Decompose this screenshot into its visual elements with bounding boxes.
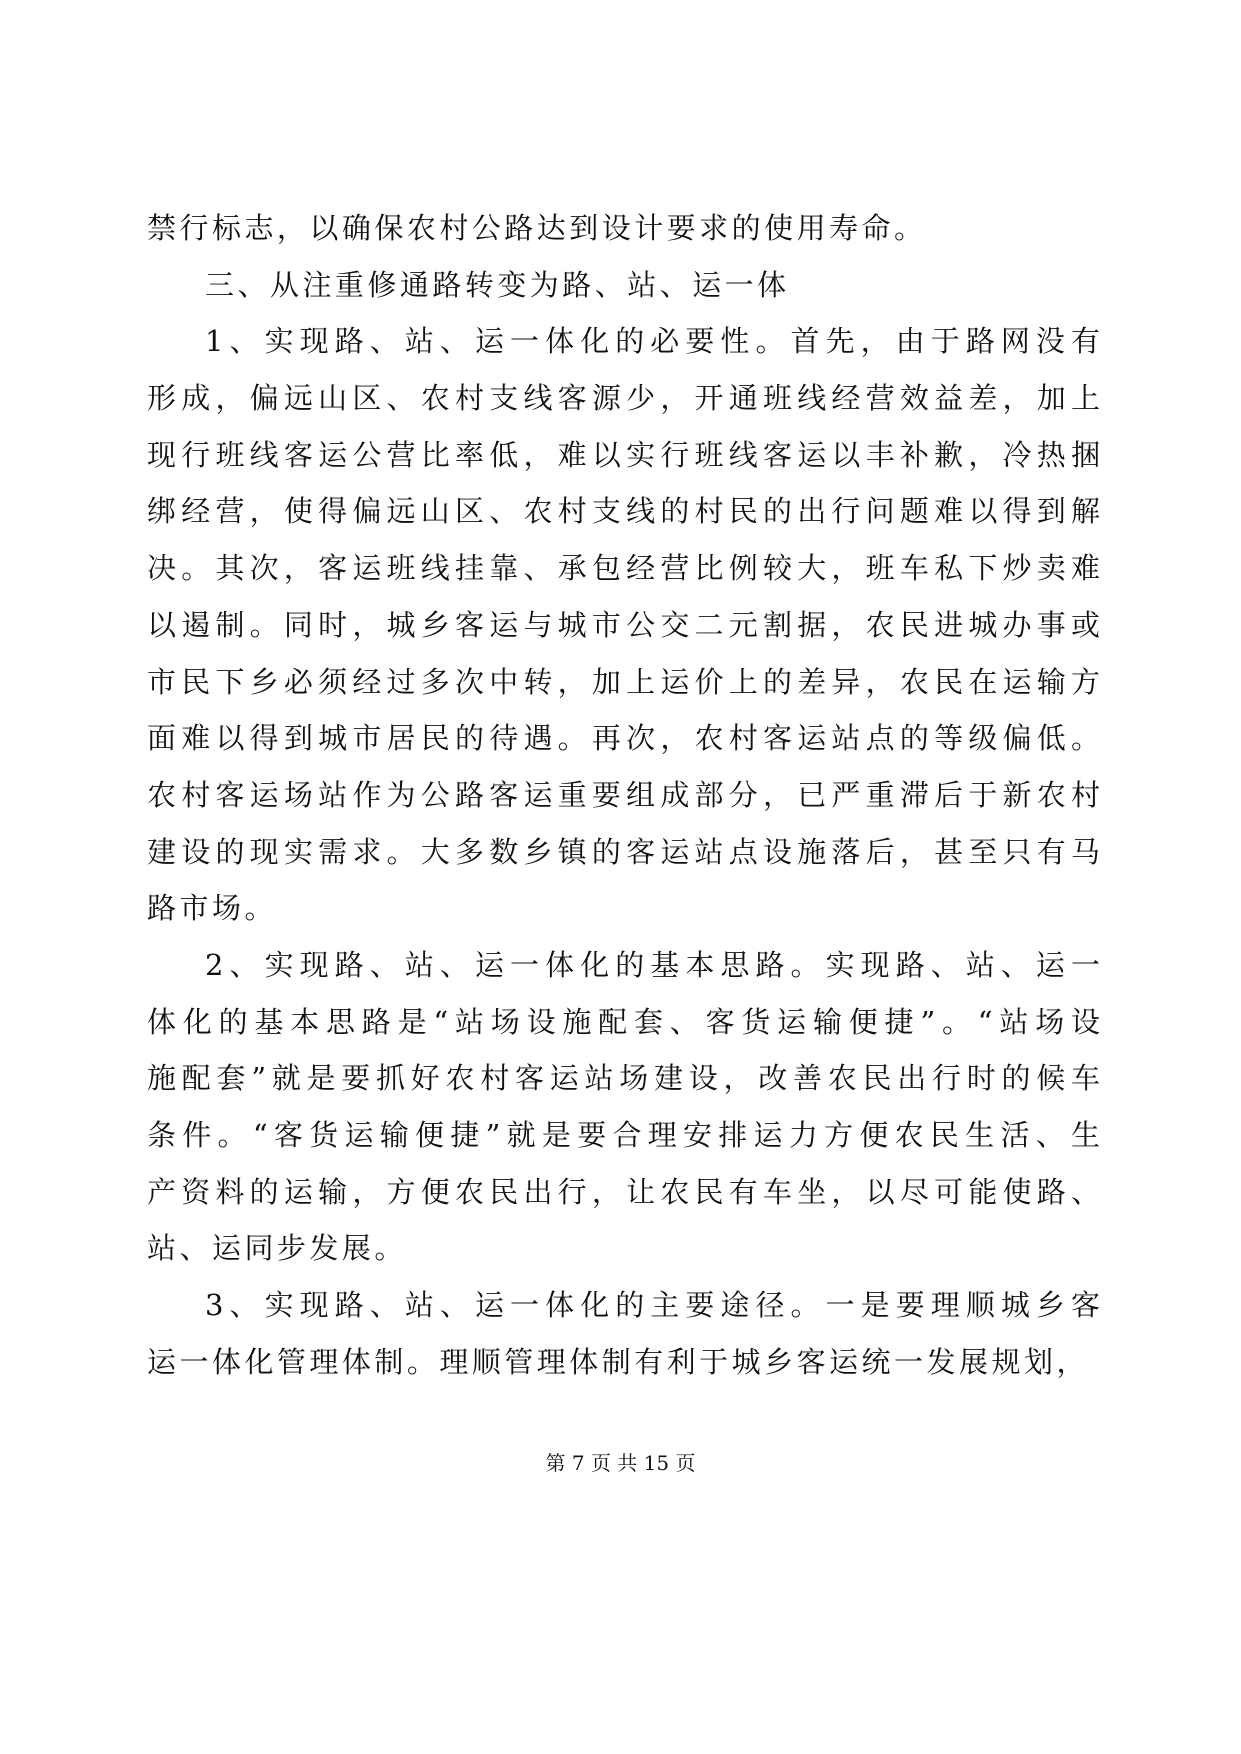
text-line: 体化的基本思路是“站场设施配套、客货运输便捷”。“站场设 <box>147 1004 1100 1039</box>
page-footer: 第 7 页 共 15 页 <box>545 1451 696 1475</box>
text-line: 建设的现实需求。大多数乡镇的客运站点设施落后，甚至只有马 <box>147 834 1100 869</box>
text-line: 条件。“客货运输便捷”就是要合理安排运力方便农民生活、生 <box>147 1118 1100 1152</box>
text-line: 站、运同步发展。 <box>147 1231 407 1266</box>
text-line: 面难以得到城市居民的待遇。再次，农村客运站点的等级偏低。 <box>147 721 1100 756</box>
text-line: 以遏制。同时，城乡客运与城市公交二元割据，农民进城办事或 <box>147 607 1100 642</box>
text-line: 1、实现路、站、运一体化的必要性。首先，由于路网没有 <box>205 324 1100 359</box>
text-line: 三、从注重修通路转变为路、站、运一体 <box>205 267 790 302</box>
text-line: 产资料的运输，方便农民出行，让农民有车坐，以尽可能使路、 <box>147 1174 1100 1209</box>
text-line: 施配套”就是要抓好农村客运站场建设，改善农民出行时的候车 <box>147 1061 1100 1096</box>
text-line: 运一体化管理体制。理顺管理体制有利于城乡客运统一发展规划， <box>147 1344 1089 1379</box>
text-line: 3、实现路、站、运一体化的主要途径。一是要理顺城乡客 <box>205 1288 1100 1323</box>
text-line: 决。其次，客运班线挂靠、承包经营比例较大，班车私下炒卖难 <box>147 551 1100 586</box>
paragraph <box>147 257 1100 314</box>
text-line: 2、实现路、站、运一体化的基本思路。实现路、站、运一 <box>205 947 1100 982</box>
paragraph <box>147 313 1100 937</box>
text-line: 形成，偏远山区、农村支线客源少，开通班线经营效益差，加上 <box>147 381 1100 416</box>
text-line: 农村客运场站作为公路客运重要组成部分，已严重滞后于新农村 <box>147 777 1100 812</box>
text-line: 现行班线客运公营比率低，难以实行班线客运以丰补歉，冷热捆 <box>147 437 1100 472</box>
paragraph <box>147 200 1100 257</box>
text-line: 市民下乡必须经过多次中转，加上运价上的差异，农民在运输方 <box>147 664 1100 699</box>
text-line: 禁行标志，以确保农村公路达到设计要求的使用寿命。 <box>147 211 927 245</box>
text-line: 绑经营，使得偏远山区、农村支线的村民的出行问题难以得到解 <box>147 494 1100 529</box>
paragraph <box>147 1277 1100 1390</box>
text-line: 路市场。 <box>147 891 277 926</box>
paragraph <box>147 937 1100 1277</box>
document-body <box>147 200 1100 1390</box>
